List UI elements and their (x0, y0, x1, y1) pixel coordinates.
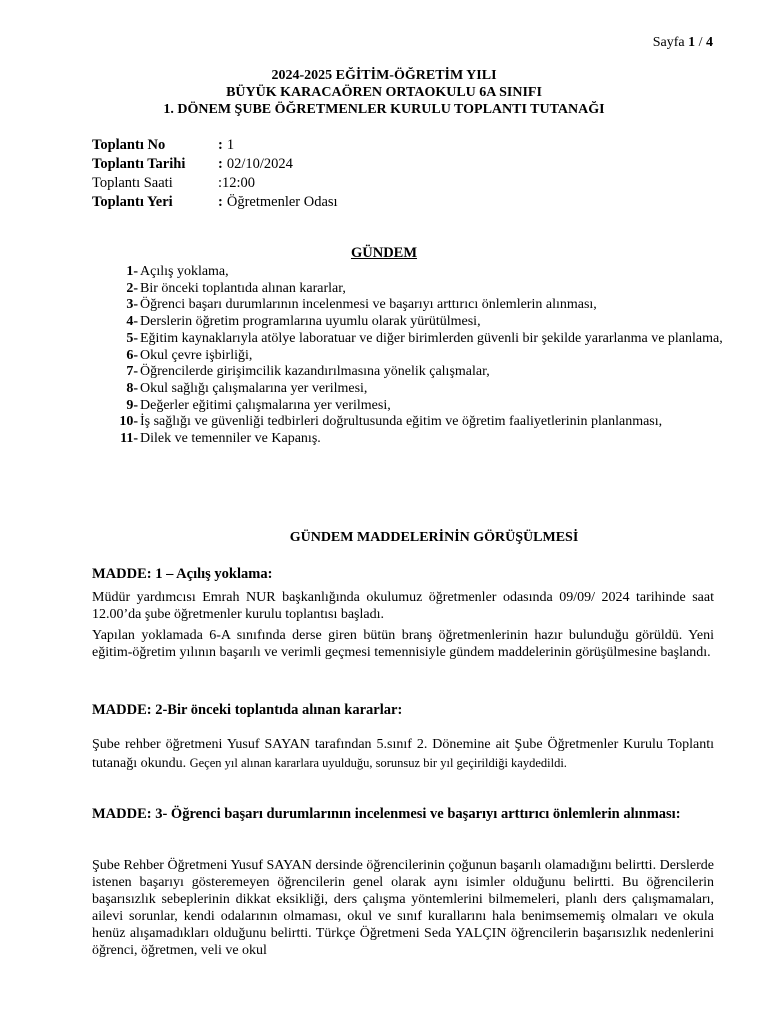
info-row-place: Toplantı Yeri : Öğretmenler Odası (92, 194, 338, 210)
agenda-list (110, 264, 725, 448)
header-school: BÜYÜK KARACAÖREN ORTAOKULU 6A SINIFI (226, 85, 542, 100)
agenda-item: 1- Açılış yoklama, (126, 264, 229, 279)
madde-2-heading: MADDE: 2-Bir önceki toplantıda alınan kararlar: (92, 702, 403, 718)
discussion-title: GÜNDEM MADDELERİNİN GÖRÜŞÜLMESİ (289, 530, 579, 545)
header-title: 1. DÖNEM ŞUBE ÖĞRETMENLER KURULU TOPLANTI TUTANAĞI (163, 102, 605, 117)
agenda-title: GÜNDEM (350, 245, 418, 261)
madde-3-heading: MADDE: 3- Öğrenci başarı durumlarının incelenmesi ve başarıyı arttırıcı önlemlerin alınması: (92, 806, 681, 822)
page-total: 4 (706, 35, 713, 50)
page-label: Sayfa (652, 35, 685, 50)
info-row-no: Toplantı No : 1 (92, 137, 235, 153)
agenda-item: 7- Öğrencilerde girişimcilik kazandırılmasına yönelik çalışmalar, (126, 364, 490, 380)
madde-2-paragraph: Şube rehber öğretmeni Yusuf SAYAN tarafından 5.sınıf 2. Dönemine ait Şube Öğretmenler Kurulu Toplantı tutanağı okundu. Geçen yıl alınan kararlara uyulduğu, sorunsuz bir yıl geçirildiği kaydedildi. (92, 737, 714, 771)
agenda-item: 6- Okul çevre işbirliği, (126, 347, 253, 363)
meeting-info (92, 136, 338, 212)
madde-1-heading: MADDE: 1 – Açılış yoklama: (92, 566, 273, 582)
info-label: Toplantı Tarihi (92, 156, 186, 172)
agenda-item: 4- Derslerin öğretim programlarına uyumlu olarak yürütülmesi, (126, 314, 481, 330)
madde-1-paragraph-2: Yapılan yoklamada 6-A sınıfında derse giren bütün branş öğretmenlerinin hazır bulunduğu görüldü. Yeni eğitim-öğretim yılının başarılı ve verimli geçmesi temennisiyle gündem maddelerinin görüşülmesine başlandı. (92, 628, 714, 660)
agenda-item: 5- Eğitim kaynaklarıyla atölye laboratuar ve diğer birimlerden güvenli bir şekilde yararlanma ve planlama, (126, 330, 723, 346)
agenda-item: 10- İş sağlığı ve güvenliği tedbirleri doğrultusunda eğitim ve öğretim faaliyetlerinin planlanması, (119, 414, 663, 430)
agenda-item: 9- Değerler eğitimi çalışmalarına yer verilmesi, (126, 397, 391, 413)
info-value: :12:00 (218, 175, 256, 191)
madde-3-paragraph: Şube Rehber Öğretmeni Yusuf SAYAN dersinde öğrencilerinin çoğunun başarılı olamadığını belirtti. Derslerde istenen başarıyı gösteremeyen öğrencilerin genel olarak aynı isimler olduğunu belirtti. Bu öğrencilerin başarısızlık sebeplerinin dikkat eksikliği, ders çalışma yöntemlerini bilmemeleri, planlı ders çalışmamaları, ailevi sorunlar, kendi odalarının olmaması, okul ve sınıf kurallarını hala benimsememiş olmaları ve okula henüz alışamadıkları olduğunu belirtti. Türkçe Öğretmeni Seda YALÇIN öğrencilerin başarısızlık nedenlerini öğrenci, öğretmen, veli ve okul (92, 858, 714, 958)
page-current: 1 (688, 35, 696, 50)
info-label: Toplantı Saati (92, 175, 173, 191)
page-separator: / (698, 35, 703, 50)
info-value: Öğretmenler Odası (226, 194, 338, 210)
info-row-date: Toplantı Tarihi : 02/10/2024 (92, 156, 293, 172)
agenda-item: 2- Bir önceki toplantıda alınan kararlar, (126, 280, 346, 296)
agenda-item: 8- Okul sağlığı çalışmalarına yer verilmesi, (126, 380, 368, 396)
agenda-item: 3- Öğrenci başarı durumlarının incelenmesi ve başarıyı arttırıcı önlemlerin alınması, (126, 297, 597, 313)
page-number (653, 35, 713, 51)
header-year: 2024-2025 EĞİTİM-ÖĞRETİM YILI (271, 68, 497, 83)
info-label: Toplantı No (92, 137, 166, 153)
madde-1-paragraph-1: Müdür yardımcısı Emrah NUR başkanlığında okulumuz öğretmenler odasında 09/09/ 2024 tarihinde saat 12.00’da şube öğretmenler kurulu toplantısı başladı. (92, 590, 714, 622)
info-value: 02/10/2024 (226, 156, 293, 172)
info-label: Toplantı Yeri (92, 194, 173, 210)
agenda-item: 11- Dilek ve temenniler ve Kapanış. (120, 431, 321, 447)
document-header (0, 67, 768, 118)
info-value: 1 (226, 137, 235, 153)
info-row-time (92, 174, 338, 193)
